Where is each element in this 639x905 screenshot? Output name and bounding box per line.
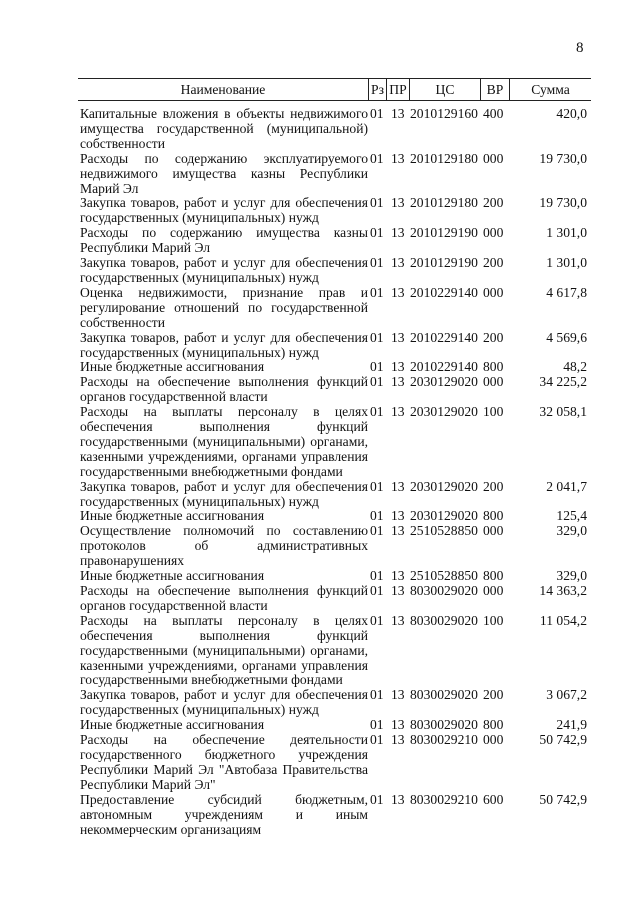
row-cs: 2510528850 — [410, 568, 478, 584]
row-pr: 13 — [391, 687, 405, 703]
row-sum: 1 301,0 — [546, 255, 587, 271]
row-vr: 800 — [483, 568, 504, 584]
row-cs: 8030029210 — [410, 732, 478, 748]
table-row — [80, 718, 591, 733]
row-vr: 000 — [483, 150, 504, 166]
row-name: Расходы на выплаты персоналу в целях обеспечения выполнения функций государственными (муниципальными) органами, казенными учреждениями, органами управления государственными внебюджетными фондами — [80, 404, 368, 479]
row-vr: 000 — [483, 374, 504, 390]
row-rz: 01 — [370, 612, 384, 628]
header-vr: ВР — [486, 82, 504, 97]
row-cs: 2030129020 — [410, 508, 478, 524]
row-name: Закупка товаров, работ и услуг для обеспечения государственных (муниципальных) нужд — [80, 687, 368, 718]
row-rz: 01 — [370, 583, 384, 598]
row-name: Иные бюджетные ассигнования — [80, 717, 265, 733]
row-vr: 800 — [483, 359, 504, 375]
row-sum: 4 569,6 — [546, 329, 587, 345]
row-rz: 01 — [370, 255, 384, 271]
row-vr: 000 — [483, 225, 504, 241]
row-rz: 01 — [370, 717, 384, 733]
row-vr: 800 — [483, 508, 504, 524]
row-pr: 13 — [391, 284, 405, 300]
row-sum: 48,2 — [563, 359, 587, 375]
row-name: Расходы по содержанию эксплуатируемого недвижимого имущества казны Республики Марий Эл — [80, 150, 368, 196]
row-pr: 13 — [391, 583, 405, 598]
row-rz: 01 — [370, 225, 384, 241]
table-row — [80, 360, 591, 375]
row-rz: 01 — [370, 150, 384, 166]
table-row — [80, 688, 591, 718]
row-pr: 13 — [391, 791, 405, 807]
row-pr: 13 — [391, 404, 405, 420]
row-vr: 200 — [483, 255, 504, 271]
row-cs: 2010229140 — [410, 359, 478, 375]
row-sum: 125,4 — [556, 508, 587, 524]
row-rz: 01 — [370, 404, 384, 420]
budget-table-body — [80, 107, 591, 837]
row-pr: 13 — [391, 150, 405, 166]
table-row — [80, 196, 591, 226]
row-name: Осуществление полномочий по составлению протоколов об административных правонарушениях — [80, 523, 368, 569]
row-pr: 13 — [391, 523, 405, 539]
row-pr: 13 — [391, 359, 405, 375]
row-name: Закупка товаров, работ и услуг для обеспечения государственных (муниципальных) нужд — [80, 329, 368, 360]
row-pr: 13 — [391, 374, 405, 390]
row-rz: 01 — [370, 523, 384, 539]
row-sum: 329,0 — [556, 568, 587, 584]
row-sum: 11 054,2 — [539, 612, 587, 628]
row-pr: 13 — [391, 508, 405, 524]
row-name: Иные бюджетные ассигнования — [80, 508, 265, 524]
row-rz: 01 — [370, 106, 384, 121]
table-row — [80, 107, 591, 152]
row-name: Иные бюджетные ассигнования — [80, 359, 265, 375]
row-sum: 4 617,8 — [546, 284, 587, 300]
table-row — [80, 375, 591, 405]
row-sum: 50 742,9 — [539, 791, 587, 807]
row-rz: 01 — [370, 478, 384, 494]
row-name: Капитальные вложения в объекты недвижимого имущества государственной (муниципальной) собственности — [80, 106, 368, 151]
row-name: Закупка товаров, работ и услуг для обеспечения государственных (муниципальных) нужд — [80, 478, 368, 509]
row-sum: 329,0 — [556, 523, 587, 539]
row-vr: 800 — [483, 717, 504, 733]
table-row — [80, 256, 591, 286]
row-name: Расходы на обеспечение деятельности государственного бюджетного учреждения Республики Марий Эл "Автобаза Правительства Республики Марий Эл" — [80, 732, 368, 792]
row-rz: 01 — [370, 568, 384, 584]
row-cs: 2010229140 — [410, 284, 478, 300]
row-cs: 2030129020 — [410, 478, 478, 494]
row-cs: 8030029020 — [410, 687, 478, 703]
row-rz: 01 — [370, 732, 384, 748]
row-vr: 000 — [483, 284, 504, 300]
header-pr: ПР — [389, 82, 407, 97]
row-rz: 01 — [370, 329, 384, 345]
row-vr: 400 — [483, 106, 504, 121]
table-row — [80, 509, 591, 524]
row-sum: 1 301,0 — [546, 225, 587, 241]
row-sum: 19 730,0 — [539, 195, 587, 211]
row-sum: 3 067,2 — [546, 687, 587, 703]
row-sum: 50 742,9 — [539, 732, 587, 748]
row-cs: 2010129190 — [410, 255, 478, 271]
table-row — [80, 733, 591, 793]
row-rz: 01 — [370, 687, 384, 703]
row-cs: 8030029210 — [410, 791, 478, 807]
row-cs: 8030029020 — [410, 612, 478, 628]
table-header — [78, 78, 591, 101]
row-cs: 2010229140 — [410, 329, 478, 345]
table-row — [80, 480, 591, 510]
table-row — [80, 405, 591, 480]
row-cs: 2030129020 — [410, 374, 478, 390]
header-rz: Рз — [371, 82, 384, 97]
row-rz: 01 — [370, 508, 384, 524]
row-vr: 200 — [483, 478, 504, 494]
row-sum: 2 041,7 — [546, 478, 587, 494]
row-name: Оценка недвижимости, признание прав и регулирование отношений по государственной собственности — [80, 284, 368, 330]
row-name: Расходы по содержанию имущества казны Республики Марий Эл — [80, 225, 368, 256]
row-sum: 19 730,0 — [539, 150, 587, 166]
row-rz: 01 — [370, 359, 384, 375]
row-cs: 2510528850 — [410, 523, 478, 539]
row-pr: 13 — [391, 717, 405, 733]
row-vr: 000 — [483, 583, 504, 598]
table-row — [80, 524, 591, 569]
header-sum: Сумма — [531, 82, 570, 97]
row-name: Закупка товаров, работ и услуг для обеспечения государственных (муниципальных) нужд — [80, 255, 368, 285]
row-cs: 2010129180 — [410, 195, 478, 211]
row-name: Иные бюджетные ассигнования — [80, 568, 265, 584]
row-vr: 000 — [483, 732, 504, 748]
row-rz: 01 — [370, 195, 384, 211]
row-sum: 32 058,1 — [539, 404, 587, 420]
row-rz: 01 — [370, 374, 384, 390]
row-pr: 13 — [391, 195, 405, 211]
table-row — [80, 226, 591, 256]
header-cs: ЦС — [435, 82, 455, 97]
row-cs: 8030029020 — [410, 583, 478, 598]
row-vr: 100 — [483, 612, 504, 628]
row-cs: 2010129160 — [410, 106, 478, 121]
table-row — [80, 331, 591, 361]
row-pr: 13 — [391, 732, 405, 748]
table-row — [80, 793, 591, 838]
row-cs: 2010129180 — [410, 150, 478, 166]
row-pr: 13 — [391, 329, 405, 345]
row-sum: 241,9 — [556, 717, 587, 733]
row-name: Расходы на обеспечение выполнения функций органов государственной власти — [80, 583, 368, 613]
row-rz: 01 — [370, 791, 384, 807]
row-pr: 13 — [391, 612, 405, 628]
row-name: Расходы на выплаты персоналу в целях обеспечения выполнения функций государственными (муниципальными) органами, казенными учреждениями, органами управления государственными внебюджетными фондами — [80, 612, 368, 688]
row-vr: 200 — [483, 195, 504, 211]
row-name: Предоставление субсидий бюджетным, автономным учреждениям и иным некоммерческим организациям — [80, 791, 368, 837]
row-pr: 13 — [391, 225, 405, 241]
row-pr: 13 — [391, 255, 405, 271]
page-number: 8 — [576, 40, 584, 56]
row-vr: 200 — [483, 687, 504, 703]
row-vr: 600 — [483, 791, 504, 807]
table-row — [80, 569, 591, 584]
row-vr: 200 — [483, 329, 504, 345]
table-row — [80, 152, 591, 197]
header-name: Наименование — [180, 82, 266, 97]
row-rz: 01 — [370, 284, 384, 300]
row-sum: 34 225,2 — [539, 374, 587, 390]
row-pr: 13 — [391, 106, 405, 121]
row-pr: 13 — [391, 568, 405, 584]
row-pr: 13 — [391, 478, 405, 494]
row-cs: 2030129020 — [410, 404, 478, 420]
row-sum: 14 363,2 — [539, 583, 587, 598]
table-row — [80, 286, 591, 331]
row-sum: 420,0 — [556, 106, 587, 121]
row-cs: 8030029020 — [410, 717, 478, 733]
row-vr: 000 — [483, 523, 504, 539]
row-name: Закупка товаров, работ и услуг для обеспечения государственных (муниципальных) нужд — [80, 195, 368, 226]
row-vr: 100 — [483, 404, 504, 420]
table-row — [80, 584, 591, 614]
row-name: Расходы на обеспечение выполнения функций органов государственной власти — [80, 374, 368, 405]
table-row — [80, 614, 591, 689]
row-cs: 2010129190 — [410, 225, 478, 241]
